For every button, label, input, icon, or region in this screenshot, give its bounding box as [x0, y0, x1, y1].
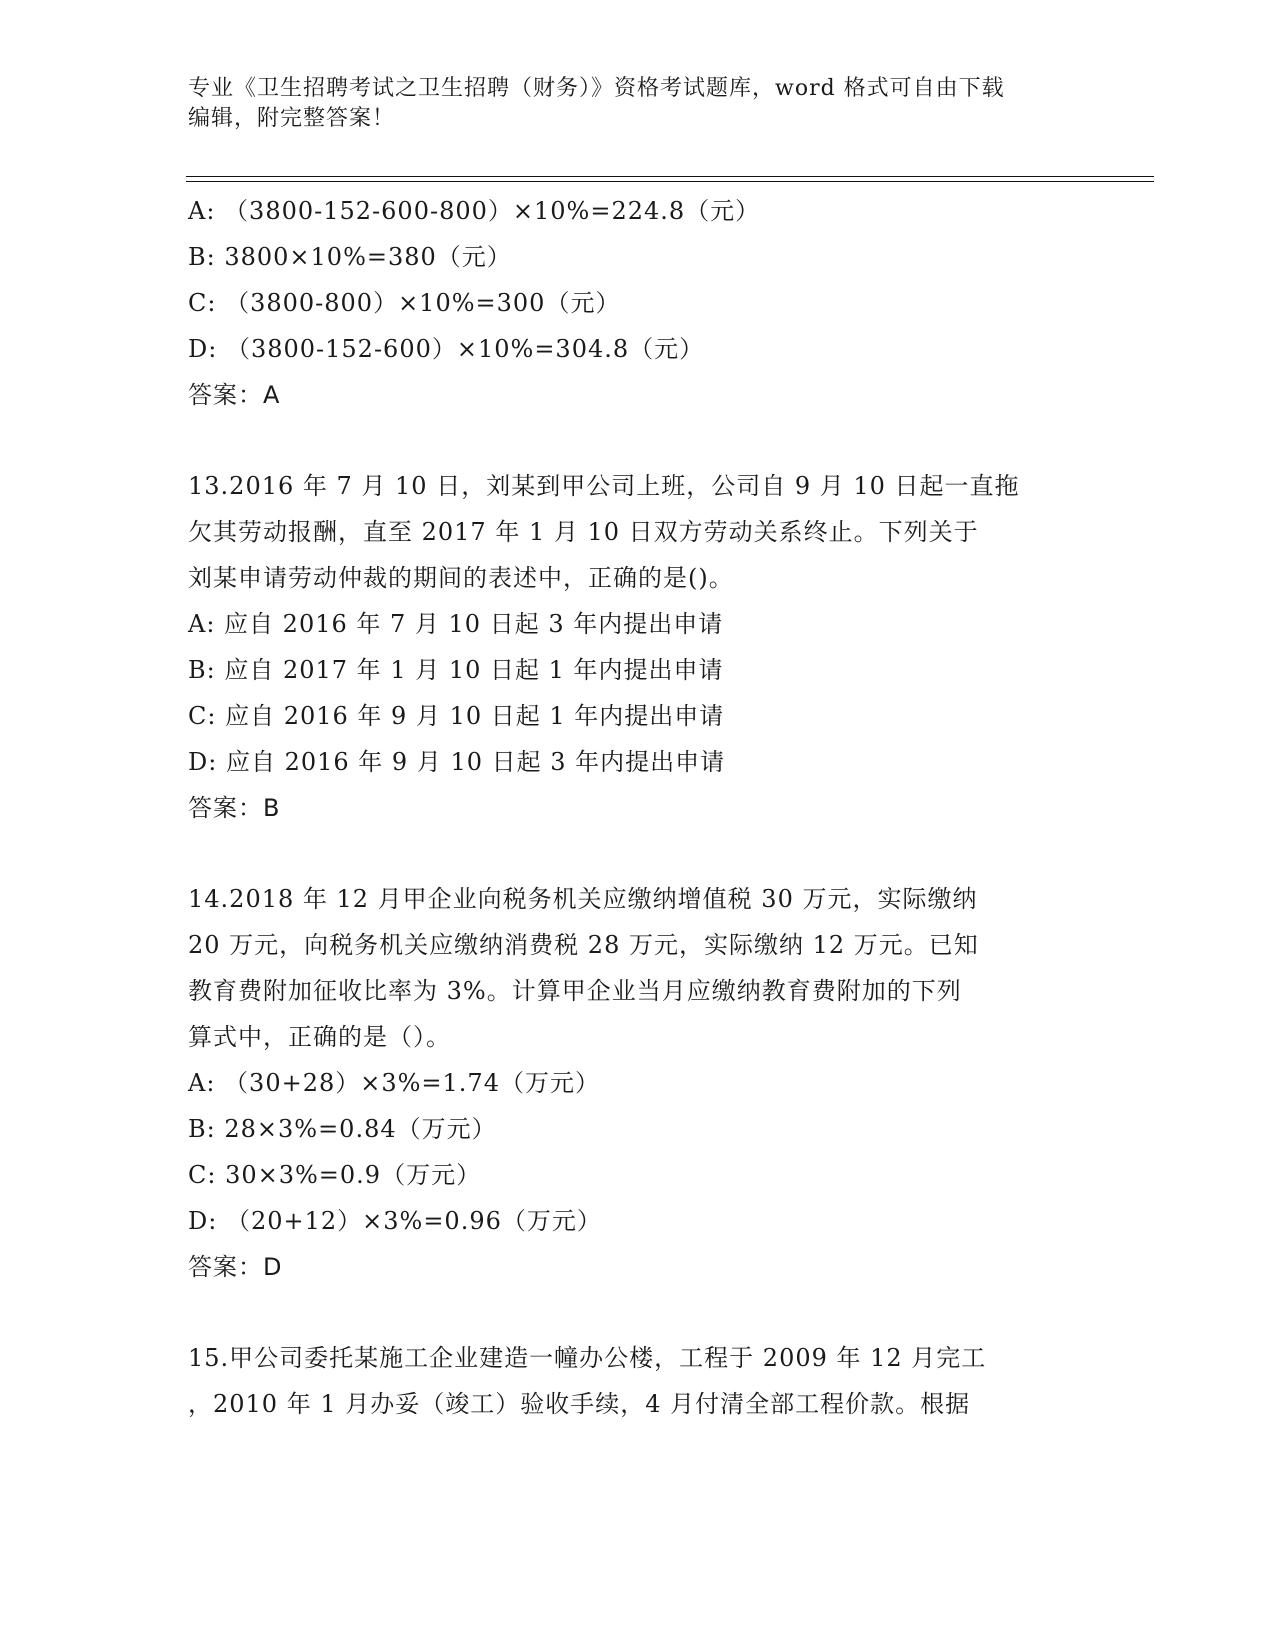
header-divider-top [186, 176, 1154, 177]
question-stem-line: 算式中，正确的是（）。 [188, 1023, 451, 1051]
header-divider-bottom [186, 181, 1154, 182]
option-d: D: （20+12）×3%=0.96（万元） [188, 1207, 602, 1235]
option-b: B: 3800×10%=380（元） [188, 243, 512, 271]
option-c: C: 应自 2016 年 9 月 10 日起 1 年内提出申请 [188, 702, 725, 730]
header-line-2: 编辑，附完整答案！ [188, 106, 396, 131]
question-list [188, 188, 1088, 1427]
answer: 答案：A [188, 381, 281, 409]
question-13 [188, 463, 1088, 831]
question-stem-line: 20 万元，向税务机关应缴纳消费税 28 万元，实际缴纳 12 万元。已知 [188, 931, 979, 959]
header-line-1: 专业《卫生招聘考试之卫生招聘（财务）》资格考试题库，word 格式可自由下载 [188, 76, 1005, 101]
question-stem-line: 刘某申请劳动仲裁的期间的表述中，正确的是()。 [188, 564, 734, 592]
spacer [188, 831, 1088, 876]
option-d: D: 应自 2016 年 9 月 10 日起 3 年内提出申请 [188, 748, 726, 776]
question-stem-line: 教育费附加征收比率为 3%。计算甲企业当月应缴纳教育费附加的下列 [188, 977, 962, 1005]
question-15 [188, 1335, 1088, 1427]
question-stem-line: 13.2016 年 7 月 10 日，刘某到甲公司上班，公司自 9 月 10 日起一直拖 [188, 472, 1020, 500]
option-b: B: 应自 2017 年 1 月 10 日起 1 年内提出申请 [188, 656, 724, 684]
question-stem-line: 14.2018 年 12 月甲企业向税务机关应缴纳增值税 30 万元，实际缴纳 [188, 885, 978, 913]
question-12 [188, 188, 1088, 418]
page-header [188, 74, 1088, 134]
option-d: D: （3800-152-600）×10%=304.8（元） [188, 335, 705, 363]
question-stem-line: 欠其劳动报酬，直至 2017 年 1 月 10 日双方劳动关系终止。下列关于 [188, 518, 979, 546]
option-b: B: 28×3%=0.84（万元） [188, 1115, 497, 1143]
option-a: A: 应自 2016 年 7 月 10 日起 3 年内提出申请 [188, 610, 724, 638]
question-stem-line: ，2010 年 1 月办妥（竣工）验收手续，4 月付清全部工程价款。根据 [188, 1390, 971, 1418]
answer: 答案：B [188, 794, 281, 822]
spacer [188, 418, 1088, 463]
question-stem-line: 15.甲公司委托某施工企业建造一幢办公楼，工程于 2009 年 12 月完工 [188, 1344, 987, 1372]
answer: 答案：D [188, 1253, 283, 1281]
option-c: C: （3800-800）×10%=300（元） [188, 289, 621, 317]
question-14 [188, 876, 1088, 1290]
option-a: A: （3800-152-600-800）×10%=224.8（元） [188, 197, 761, 225]
option-c: C: 30×3%=0.9（万元） [188, 1161, 482, 1189]
option-a: A: （30+28）×3%=1.74（万元） [188, 1069, 600, 1097]
spacer [188, 1290, 1088, 1335]
